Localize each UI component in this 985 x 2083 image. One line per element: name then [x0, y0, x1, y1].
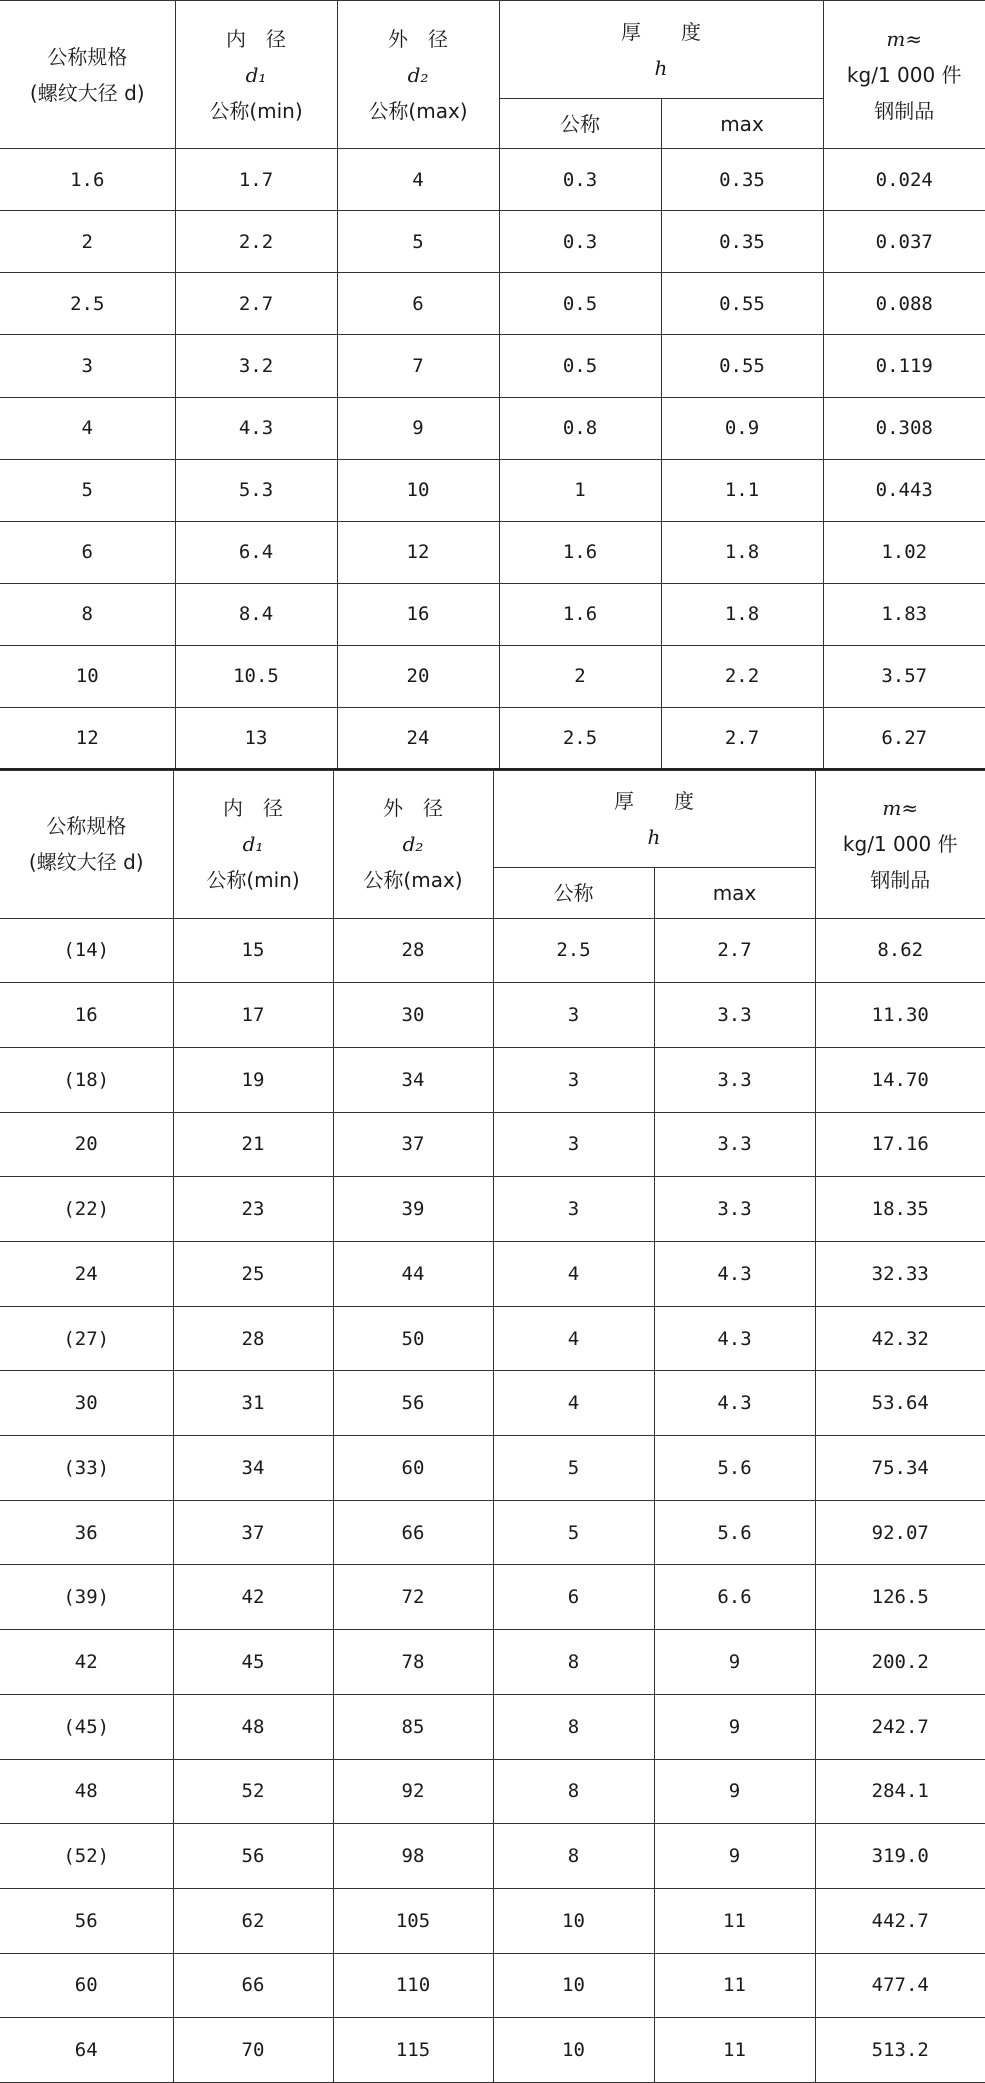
cell-spec: 5 — [0, 459, 175, 521]
cell-mass: 319.0 — [815, 1824, 985, 1889]
cell-mass: 11.30 — [815, 983, 985, 1048]
cell-spec: 20 — [0, 1112, 173, 1177]
cell-mass: 32.33 — [815, 1242, 985, 1307]
cell-spec: 1.6 — [0, 149, 175, 211]
header-row — [0, 771, 985, 868]
cell-thickness-nominal: 2.5 — [499, 707, 661, 769]
cell-mass: 0.119 — [823, 335, 985, 397]
cell-thickness-nominal: 4 — [493, 1371, 654, 1436]
table-row — [0, 397, 985, 459]
header-mass: m≈ kg/1 000 件 钢制品 — [815, 771, 985, 919]
spec-table — [0, 0, 985, 770]
cell-mass: 75.34 — [815, 1436, 985, 1501]
cell-thickness-nominal: 3 — [493, 1047, 654, 1112]
cell-mass: 0.443 — [823, 459, 985, 521]
cell-mass: 284.1 — [815, 1759, 985, 1824]
cell-thickness-max: 9 — [654, 1694, 815, 1759]
cell-thickness-max: 2.2 — [661, 645, 823, 707]
cell-outer-diameter: 9 — [337, 397, 499, 459]
cell-inner-diameter: 3.2 — [175, 335, 337, 397]
cell-inner-diameter: 42 — [173, 1565, 333, 1630]
cell-thickness-nominal: 0.3 — [499, 149, 661, 211]
cell-outer-diameter: 37 — [333, 1112, 493, 1177]
cell-spec: 10 — [0, 645, 175, 707]
cell-inner-diameter: 5.3 — [175, 459, 337, 521]
table-row — [0, 918, 985, 983]
cell-mass: 53.64 — [815, 1371, 985, 1436]
header-thickness: 厚 度 h — [493, 771, 815, 868]
header-thickness-nominal: 公称 — [499, 99, 661, 149]
table-row — [0, 335, 985, 397]
cell-thickness-max: 3.3 — [654, 1177, 815, 1242]
cell-outer-diameter: 30 — [333, 983, 493, 1048]
cell-thickness-max: 5.6 — [654, 1436, 815, 1501]
cell-spec: (52) — [0, 1824, 173, 1889]
cell-spec: 42 — [0, 1630, 173, 1695]
cell-thickness-max: 0.35 — [661, 149, 823, 211]
table-row — [0, 211, 985, 273]
cell-thickness-max: 0.55 — [661, 273, 823, 335]
table-row — [0, 1242, 985, 1307]
table-row — [0, 459, 985, 521]
cell-inner-diameter: 15 — [173, 918, 333, 983]
cell-outer-diameter: 105 — [333, 1888, 493, 1953]
cell-thickness-nominal: 10 — [493, 2018, 654, 2083]
cell-thickness-max: 4.3 — [654, 1242, 815, 1307]
table-row — [0, 1565, 985, 1630]
cell-mass: 0.037 — [823, 211, 985, 273]
header-mass: m≈ kg/1 000 件 钢制品 — [823, 1, 985, 149]
cell-outer-diameter: 78 — [333, 1630, 493, 1695]
table-row — [0, 1500, 985, 1565]
cell-thickness-nominal: 4 — [493, 1306, 654, 1371]
cell-outer-diameter: 16 — [337, 583, 499, 645]
cell-thickness-nominal: 6 — [493, 1565, 654, 1630]
cell-thickness-max: 2.7 — [654, 918, 815, 983]
cell-thickness-max: 1.8 — [661, 583, 823, 645]
header-spec: 公称规格 (螺纹大径 d) — [0, 1, 175, 149]
cell-mass: 8.62 — [815, 918, 985, 983]
table-row — [0, 1630, 985, 1695]
cell-outer-diameter: 85 — [333, 1694, 493, 1759]
table-row — [0, 1177, 985, 1242]
table-row — [0, 645, 985, 707]
cell-inner-diameter: 70 — [173, 2018, 333, 2083]
cell-spec: 6 — [0, 521, 175, 583]
table-row — [0, 1824, 985, 1889]
cell-inner-diameter: 25 — [173, 1242, 333, 1307]
header-thickness: 厚 度 h — [499, 1, 823, 99]
header-spec: 公称规格 (螺纹大径 d) — [0, 771, 173, 919]
table-row — [0, 1694, 985, 1759]
cell-thickness-nominal: 10 — [493, 1888, 654, 1953]
cell-thickness-max: 11 — [654, 2018, 815, 2083]
cell-thickness-max: 2.7 — [661, 707, 823, 769]
cell-inner-diameter: 31 — [173, 1371, 333, 1436]
header-inner-diameter: 内 径 d₁ 公称(min) — [175, 1, 337, 149]
cell-spec: (27) — [0, 1306, 173, 1371]
cell-thickness-max: 0.55 — [661, 335, 823, 397]
header-outer-diameter: 外 径 d₂ 公称(max) — [333, 771, 493, 919]
cell-thickness-max: 1.8 — [661, 521, 823, 583]
cell-outer-diameter: 110 — [333, 1953, 493, 2018]
cell-thickness-max: 6.6 — [654, 1565, 815, 1630]
header-thickness-nominal: 公称 — [493, 868, 654, 919]
cell-mass: 0.308 — [823, 397, 985, 459]
cell-inner-diameter: 48 — [173, 1694, 333, 1759]
cell-thickness-nominal: 5 — [493, 1436, 654, 1501]
header-thickness-max: max — [654, 868, 815, 919]
cell-thickness-nominal: 8 — [493, 1694, 654, 1759]
table-row — [0, 583, 985, 645]
cell-spec: (45) — [0, 1694, 173, 1759]
cell-thickness-nominal: 2.5 — [493, 918, 654, 983]
cell-inner-diameter: 2.2 — [175, 211, 337, 273]
table-row — [0, 707, 985, 769]
cell-mass: 0.024 — [823, 149, 985, 211]
cell-thickness-nominal: 0.8 — [499, 397, 661, 459]
cell-outer-diameter: 28 — [333, 918, 493, 983]
cell-thickness-nominal: 0.5 — [499, 335, 661, 397]
cell-thickness-nominal: 3 — [493, 1177, 654, 1242]
table-row — [0, 521, 985, 583]
cell-thickness-nominal: 5 — [493, 1500, 654, 1565]
cell-inner-diameter: 4.3 — [175, 397, 337, 459]
table-row — [0, 1953, 985, 2018]
cell-outer-diameter: 24 — [337, 707, 499, 769]
table-row — [0, 1436, 985, 1501]
cell-mass: 17.16 — [815, 1112, 985, 1177]
cell-mass: 242.7 — [815, 1694, 985, 1759]
header-outer-diameter: 外 径 d₂ 公称(max) — [337, 1, 499, 149]
cell-inner-diameter: 1.7 — [175, 149, 337, 211]
cell-outer-diameter: 115 — [333, 2018, 493, 2083]
cell-thickness-max: 9 — [654, 1630, 815, 1695]
cell-thickness-max: 3.3 — [654, 1112, 815, 1177]
table-row — [0, 149, 985, 211]
table-row — [0, 273, 985, 335]
cell-thickness-max: 5.6 — [654, 1500, 815, 1565]
cell-thickness-max: 11 — [654, 1953, 815, 2018]
cell-inner-diameter: 19 — [173, 1047, 333, 1112]
table-top — [0, 0, 985, 770]
cell-inner-diameter: 13 — [175, 707, 337, 769]
cell-mass: 477.4 — [815, 1953, 985, 2018]
cell-outer-diameter: 60 — [333, 1436, 493, 1501]
cell-outer-diameter: 39 — [333, 1177, 493, 1242]
cell-mass: 513.2 — [815, 2018, 985, 2083]
cell-outer-diameter: 66 — [333, 1500, 493, 1565]
cell-outer-diameter: 20 — [337, 645, 499, 707]
cell-thickness-nominal: 8 — [493, 1630, 654, 1695]
cell-thickness-max: 1.1 — [661, 459, 823, 521]
cell-inner-diameter: 52 — [173, 1759, 333, 1824]
cell-thickness-max: 3.3 — [654, 1047, 815, 1112]
cell-mass: 200.2 — [815, 1630, 985, 1695]
cell-inner-diameter: 37 — [173, 1500, 333, 1565]
cell-outer-diameter: 50 — [333, 1306, 493, 1371]
cell-mass: 1.83 — [823, 583, 985, 645]
table-bottom — [0, 770, 985, 2083]
table-row — [0, 2018, 985, 2083]
cell-spec: 8 — [0, 583, 175, 645]
cell-mass: 442.7 — [815, 1888, 985, 1953]
cell-spec: (39) — [0, 1565, 173, 1630]
table-row — [0, 1112, 985, 1177]
cell-thickness-max: 9 — [654, 1759, 815, 1824]
cell-spec: 56 — [0, 1888, 173, 1953]
cell-spec: (33) — [0, 1436, 173, 1501]
cell-thickness-nominal: 1 — [499, 459, 661, 521]
cell-mass: 0.088 — [823, 273, 985, 335]
cell-mass: 18.35 — [815, 1177, 985, 1242]
cell-mass: 92.07 — [815, 1500, 985, 1565]
cell-inner-diameter: 2.7 — [175, 273, 337, 335]
cell-spec: 12 — [0, 707, 175, 769]
table-row — [0, 1306, 985, 1371]
cell-outer-diameter: 98 — [333, 1824, 493, 1889]
cell-outer-diameter: 5 — [337, 211, 499, 273]
cell-inner-diameter: 45 — [173, 1630, 333, 1695]
cell-inner-diameter: 23 — [173, 1177, 333, 1242]
cell-inner-diameter: 62 — [173, 1888, 333, 1953]
cell-thickness-max: 0.9 — [661, 397, 823, 459]
cell-spec: 3 — [0, 335, 175, 397]
table-row — [0, 1759, 985, 1824]
cell-thickness-nominal: 0.3 — [499, 211, 661, 273]
cell-mass: 42.32 — [815, 1306, 985, 1371]
cell-spec: 2 — [0, 211, 175, 273]
cell-thickness-nominal: 1.6 — [499, 583, 661, 645]
cell-thickness-nominal: 3 — [493, 983, 654, 1048]
cell-outer-diameter: 10 — [337, 459, 499, 521]
table-row — [0, 983, 985, 1048]
cell-inner-diameter: 10.5 — [175, 645, 337, 707]
cell-spec: 30 — [0, 1371, 173, 1436]
table-row — [0, 1888, 985, 1953]
spec-table — [0, 770, 985, 2083]
cell-inner-diameter: 6.4 — [175, 521, 337, 583]
cell-inner-diameter: 28 — [173, 1306, 333, 1371]
cell-thickness-max: 3.3 — [654, 983, 815, 1048]
cell-inner-diameter: 17 — [173, 983, 333, 1048]
cell-spec: 2.5 — [0, 273, 175, 335]
cell-spec: 16 — [0, 983, 173, 1048]
cell-inner-diameter: 34 — [173, 1436, 333, 1501]
cell-spec: 64 — [0, 2018, 173, 2083]
cell-thickness-nominal: 3 — [493, 1112, 654, 1177]
cell-thickness-max: 9 — [654, 1824, 815, 1889]
cell-spec: 24 — [0, 1242, 173, 1307]
cell-spec: 60 — [0, 1953, 173, 2018]
cell-thickness-nominal: 4 — [493, 1242, 654, 1307]
cell-outer-diameter: 44 — [333, 1242, 493, 1307]
cell-inner-diameter: 8.4 — [175, 583, 337, 645]
table-row — [0, 1371, 985, 1436]
cell-outer-diameter: 6 — [337, 273, 499, 335]
cell-spec: (14) — [0, 918, 173, 983]
cell-outer-diameter: 12 — [337, 521, 499, 583]
cell-thickness-max: 4.3 — [654, 1371, 815, 1436]
cell-inner-diameter: 66 — [173, 1953, 333, 2018]
table-row — [0, 1047, 985, 1112]
cell-thickness-nominal: 0.5 — [499, 273, 661, 335]
cell-mass: 14.70 — [815, 1047, 985, 1112]
header-row — [0, 1, 985, 99]
cell-spec: 36 — [0, 1500, 173, 1565]
cell-outer-diameter: 56 — [333, 1371, 493, 1436]
cell-thickness-nominal: 1.6 — [499, 521, 661, 583]
cell-thickness-nominal: 8 — [493, 1759, 654, 1824]
cell-thickness-max: 0.35 — [661, 211, 823, 273]
cell-spec: 4 — [0, 397, 175, 459]
cell-outer-diameter: 92 — [333, 1759, 493, 1824]
cell-thickness-nominal: 2 — [499, 645, 661, 707]
cell-thickness-nominal: 10 — [493, 1953, 654, 2018]
cell-thickness-nominal: 8 — [493, 1824, 654, 1889]
header-thickness-max: max — [661, 99, 823, 149]
cell-inner-diameter: 56 — [173, 1824, 333, 1889]
cell-mass: 1.02 — [823, 521, 985, 583]
cell-inner-diameter: 21 — [173, 1112, 333, 1177]
cell-mass: 126.5 — [815, 1565, 985, 1630]
cell-spec: (22) — [0, 1177, 173, 1242]
header-inner-diameter: 内 径 d₁ 公称(min) — [173, 771, 333, 919]
cell-mass: 6.27 — [823, 707, 985, 769]
cell-outer-diameter: 4 — [337, 149, 499, 211]
cell-outer-diameter: 72 — [333, 1565, 493, 1630]
cell-outer-diameter: 7 — [337, 335, 499, 397]
cell-outer-diameter: 34 — [333, 1047, 493, 1112]
cell-mass: 3.57 — [823, 645, 985, 707]
cell-thickness-max: 4.3 — [654, 1306, 815, 1371]
cell-spec: (18) — [0, 1047, 173, 1112]
cell-thickness-max: 11 — [654, 1888, 815, 1953]
cell-spec: 48 — [0, 1759, 173, 1824]
